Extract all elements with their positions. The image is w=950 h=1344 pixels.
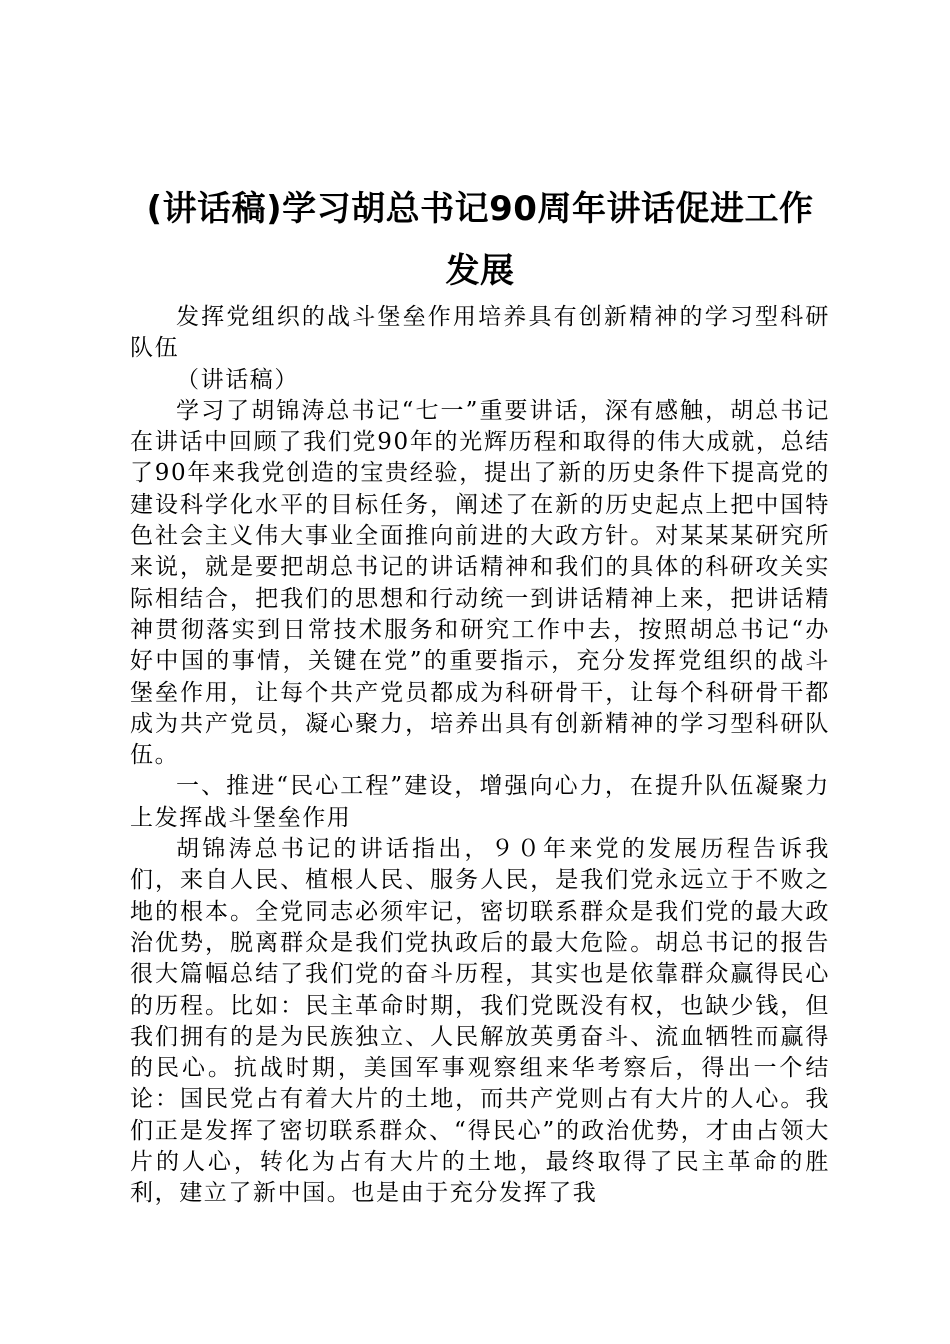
section-heading: 一、推进“民心工程”建设，增强向心力，在提升队伍凝聚力上发挥战斗堡垒作用	[130, 773, 830, 831]
subtitle-paragraph: 发挥党组织的战斗堡垒作用培养具有创新精神的学习型科研队伍	[130, 304, 830, 362]
body-paragraph: 学习了胡锦涛总书记“七一”重要讲话，深有感触，胡总书记在讲话中回顾了我们党90年的光辉历程和取得的伟大成就，总结了90年来我党创造的宝贵经验，提出了新的历史条件下提高党的建设科学化水平的目标任务，阐述了在新的历史起点上把中国特色社会主义伟大事业全面推向前进的大政方针。对某某某研究所来说，就是要把胡总书记的讲话精神和我们的具体的科研攻关实际相结合，把我们的思想和行动统一到讲话精神上来，把讲话精神贯彻落实到日常技术服务和研究工作中去，按照胡总书记“办好中国的事情，关键在党”的重要指示，充分发挥党组织的战斗堡垒作用，让每个共产党员都成为科研骨干，让每个科研骨干都成为共产党员，凝心聚力，培养出具有创新精神的学习型科研队伍。	[130, 397, 830, 769]
title-line-2: 发展	[445, 251, 515, 291]
speech-label: （讲话稿）	[176, 366, 299, 393]
document-title	[130, 178, 830, 302]
document-body	[130, 302, 830, 1210]
body-paragraph: 胡锦涛总书记的讲话指出，９０年来党的发展历程告诉我们，来自人民、植根人民、服务人民，是我们党永远立于不败之地的根本。全党同志必须牢记，密切联系群众是我们党的最大政治优势，脱离群众是我们党执政后的最大危险。胡总书记的报告很大篇幅总结了我们党的奋斗历程，其实也是依靠群众赢得民心的历程。比如：民主革命时期，我们党既没有权，也缺少钱，但我们拥有的是为民族独立、人民解放英勇奋斗、流血牺牲而赢得的民心。抗战时期，美国军事观察组来华考察后，得出一个结论：国民党占有着大片的土地，而共产党则占有大片的人心。我们正是发挥了密切联系群众、“得民心”的政治优势，才由占领大片的人心，转化为占有大片的土地，最终取得了民主革命的胜利，建立了新中国。也是由于充分发挥了我	[130, 836, 830, 1207]
document-page	[130, 178, 830, 1210]
title-line-1: (讲话稿)学习胡总书记90周年讲话促进工作	[146, 189, 814, 229]
